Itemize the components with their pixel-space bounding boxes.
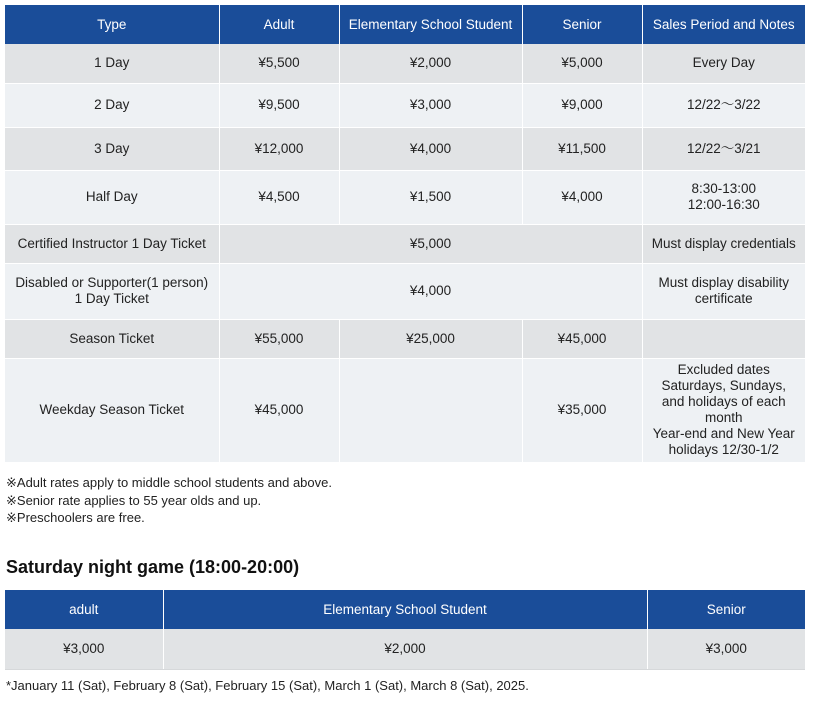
cell-price-merged: ¥5,000 [219,224,642,263]
note-adult-rate: ※Adult rates apply to middle school students and above. [6,475,332,490]
table-row [5,127,805,170]
cell-notes [642,358,805,462]
cell-notes: Must display disability certificate [642,263,805,319]
cell-elementary: ¥25,000 [339,319,522,358]
cell-senior: ¥9,000 [522,83,642,127]
cell-type: Half Day [5,170,219,224]
cell-notes: 12/22～3/21 [642,127,805,170]
night-header-elementary: Elementary School Student [163,590,647,629]
cell-type: 2 Day [5,83,219,127]
cell-senior: ¥11,500 [522,127,642,170]
cell-adult: ¥5,500 [219,44,339,83]
night-cell-adult: ¥3,000 [5,629,163,669]
cell-type: 3 Day [5,127,219,170]
night-game-dates-footnote: *January 11 (Sat), February 8 (Sat), February 15 (Sat), March 1 (Sat), March 8 (Sat), 2025. [6,678,529,693]
cell-type: 1 Day [5,44,219,83]
cell-type: Weekday Season Ticket [5,358,219,462]
notes-line: 8:30-13:00 [691,181,757,196]
notes-line: 12:00-16:30 [687,197,760,212]
table-row [5,263,805,319]
table-row [5,83,805,127]
cell-senior: ¥35,000 [522,358,642,462]
night-cell-elementary: ¥2,000 [163,629,647,669]
notes-line: Excluded dates [677,362,770,377]
rate-notes [6,474,332,527]
cell-senior: ¥4,000 [522,170,642,224]
night-header-adult: adult [5,590,163,629]
cell-adult: ¥55,000 [219,319,339,358]
cell-notes: 12/22～3/22 [642,83,805,127]
header-senior: Senior [522,5,642,44]
cell-notes [642,319,805,358]
cell-type: Disabled or Supporter(1 person) 1 Day Ticket [5,263,219,319]
notes-line: Year-end and New Year holidays 12/30-1/2 [652,426,795,457]
cell-elementary [339,358,522,462]
header-notes: Sales Period and Notes [642,5,805,44]
cell-adult: ¥12,000 [219,127,339,170]
ticket-price-table [5,5,805,463]
cell-notes: Every Day [642,44,805,83]
cell-adult: ¥45,000 [219,358,339,462]
table-row [5,44,805,83]
note-preschoolers: ※Preschoolers are free. [6,510,145,525]
night-cell-senior: ¥3,000 [647,629,805,669]
night-game-title: Saturday night game (18:00-20:00) [6,557,300,577]
table-row [5,319,805,358]
table-row [5,170,805,224]
header-adult: Adult [219,5,339,44]
cell-adult: ¥4,500 [219,170,339,224]
cell-elementary: ¥1,500 [339,170,522,224]
note-senior-rate: ※Senior rate applies to 55 year olds and up. [6,492,262,508]
cell-notes: Must display credentials [642,224,805,263]
cell-senior: ¥5,000 [522,44,642,83]
cell-price-merged: ¥4,000 [219,263,642,319]
table-row [5,629,805,669]
table-header-row [5,5,805,44]
header-elementary: Elementary School Student [339,5,522,44]
cell-senior: ¥45,000 [522,319,642,358]
night-game-table [5,590,805,670]
night-header-senior: Senior [647,590,805,629]
cell-elementary: ¥2,000 [339,44,522,83]
notes-line: Saturdays, Sundays, and holidays of each month [661,378,787,425]
cell-elementary: ¥4,000 [339,127,522,170]
night-header-row [5,590,805,629]
cell-notes [642,170,805,224]
cell-type: Season Ticket [5,319,219,358]
header-type: Type [5,5,219,44]
table-row [5,358,805,462]
cell-elementary: ¥3,000 [339,83,522,127]
table-row [5,224,805,263]
cell-adult: ¥9,500 [219,83,339,127]
cell-type: Certified Instructor 1 Day Ticket [5,224,219,263]
